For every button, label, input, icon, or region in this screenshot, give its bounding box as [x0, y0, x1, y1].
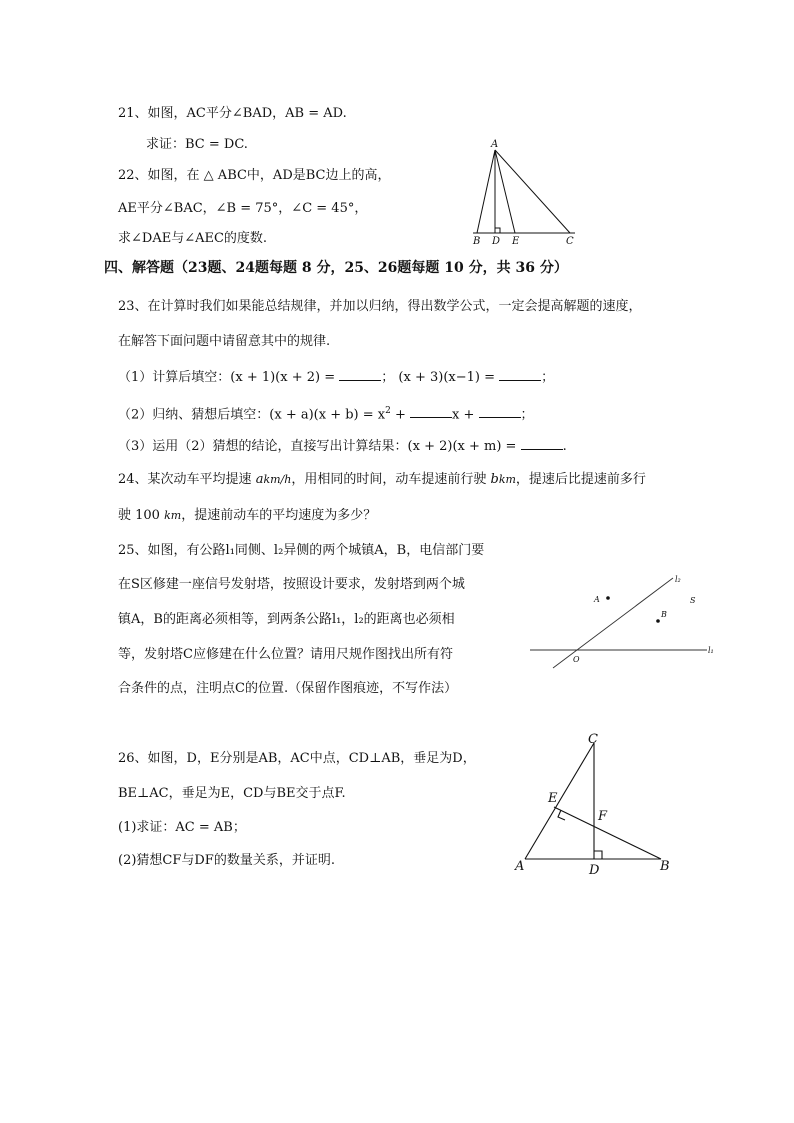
- q23-p2-x: x +: [452, 407, 479, 423]
- q26-label-c: C: [588, 732, 598, 747]
- q24-line1-c: ，提速后比提速前多行: [515, 472, 646, 487]
- q23-part2: [118, 401, 534, 425]
- q23-p1-expr2: (x + 3)(x−1) =: [398, 370, 495, 385]
- section4-title: 四、解答题（23题、24题每题 8 分，25、26题每题 10 分，共 36 分）: [104, 260, 568, 276]
- q25-point-a: [606, 596, 610, 600]
- q26-label-e: E: [548, 791, 558, 806]
- q23-p2-expr: (x + a)(x + b) = x: [269, 407, 386, 423]
- q24-line1-a: 24、某次动车平均提速: [118, 472, 256, 487]
- q25-roads-figure: [525, 570, 725, 675]
- q25-label-o: O: [573, 655, 580, 664]
- q25-point-b: [656, 619, 660, 623]
- q23-p2-plus: +: [390, 407, 411, 423]
- q22-label-e: E: [512, 236, 520, 247]
- q23-p2-sup: 2: [385, 406, 391, 416]
- q25-label-l1: l₁: [708, 646, 714, 655]
- q23-p3-label: （3）运用（2）猜想的结论，直接写出计算结果：: [118, 439, 408, 454]
- q26-line2: BE⊥AC，垂足为E，CD与BE交于点F.: [118, 786, 346, 801]
- q23-p2-blank2[interactable]: [479, 404, 521, 418]
- q23-p1-blank2[interactable]: [499, 367, 541, 381]
- q23-p1-blank1[interactable]: [339, 367, 381, 381]
- q23-p1-end: ；: [541, 370, 555, 385]
- q24-line1-b: ，用相同的时间，动车提速前行驶: [291, 472, 491, 487]
- q22-line3: 求∠DAE与∠AEC的度数.: [118, 231, 268, 246]
- q24-var-a: a: [255, 472, 264, 487]
- q24-line2-b: ，提速前动车的平均速度为多少？: [181, 508, 377, 523]
- q22-line1: 22、如图，在 △ ABC中，AD是BC边上的高，: [118, 168, 391, 183]
- q26-line1: 26、如图，D，E分别是AB，AC中点，CD⊥AB，垂足为D，: [118, 751, 476, 766]
- q24-unit-km: km: [498, 473, 516, 486]
- q25-line4: 等，发射塔C应修建在什么位置？请用尺规作图找出所有符: [118, 647, 453, 662]
- q23-p2-label: （2）归纳、猜想后填空：: [118, 407, 270, 423]
- q25-label-a: A: [594, 595, 600, 604]
- q26-triangle-figure: [510, 728, 685, 876]
- q25-line5: 合条件的点，注明点C的位置.（保留作图痕迹，不写作法）: [118, 681, 458, 696]
- q25-line2: 在S区修建一座信号发射塔，按照设计要求，发射塔到两个城: [118, 577, 465, 592]
- q22-triangle-figure: [465, 140, 595, 250]
- q26-label-a: A: [515, 859, 525, 874]
- q23-p1-label: （1）计算后填空：: [118, 370, 231, 385]
- q25-label-s: S: [690, 596, 696, 605]
- q22-label-c: C: [566, 236, 574, 247]
- q22-label-a: A: [491, 139, 499, 150]
- q25-label-l2: l₂: [675, 575, 681, 584]
- q23-p2-blank1[interactable]: [410, 404, 452, 418]
- q23-p1-sep: ；: [381, 370, 395, 385]
- q22-label-d: D: [492, 236, 501, 247]
- q26-label-b: B: [660, 859, 670, 874]
- q26-label-f: F: [598, 809, 608, 824]
- q24-unit-kmh: km/h: [263, 473, 292, 486]
- q26-line4: (2)猜想CF与DF的数量关系，并证明.: [118, 853, 335, 868]
- q24-line2-a: 驶 100: [118, 508, 165, 523]
- q23-p3-blank[interactable]: [521, 436, 563, 450]
- q21-line2: 求证：BC = DC.: [146, 137, 248, 152]
- q25-line3: 镇A，B的距离必须相等，到两条公路l₁，l₂的距离也必须相: [118, 612, 455, 627]
- q23-part3: [118, 436, 567, 457]
- q22-line2: AE平分∠BAC，∠B = 75°，∠C = 45°，: [118, 201, 368, 216]
- q21-line1: 21、如图，AC平分∠BAD，AB = AD.: [118, 106, 347, 121]
- q23-intro1: 23、在计算时我们如果能总结规律，并加以归纳，得出数学公式，一定会提高解题的速度，: [118, 299, 642, 314]
- q25-label-b: B: [661, 610, 667, 619]
- q24-line1: [118, 470, 646, 490]
- q23-part1: [118, 367, 554, 388]
- q22-label-b: B: [473, 236, 481, 247]
- q25-line1: 25、如图，有公路l₁同侧、l₂异侧的两个城镇A，B，电信部门要: [118, 543, 485, 558]
- q24-var-b: b: [490, 472, 499, 487]
- q23-p3-end: .: [562, 439, 567, 454]
- q23-p3-expr: (x + 2)(x + m) =: [407, 439, 517, 454]
- q24-unit-km-2: km: [164, 509, 182, 522]
- q24-line2: [118, 506, 376, 526]
- q23-p1-expr1: (x + 1)(x + 2) =: [230, 370, 336, 385]
- q23-p2-end: ；: [520, 407, 534, 423]
- q26-label-d: D: [589, 863, 600, 878]
- q26-line3: (1)求证：AC = AB；: [118, 820, 246, 835]
- q23-intro2: 在解答下面问题中请留意其中的规律.: [118, 334, 331, 349]
